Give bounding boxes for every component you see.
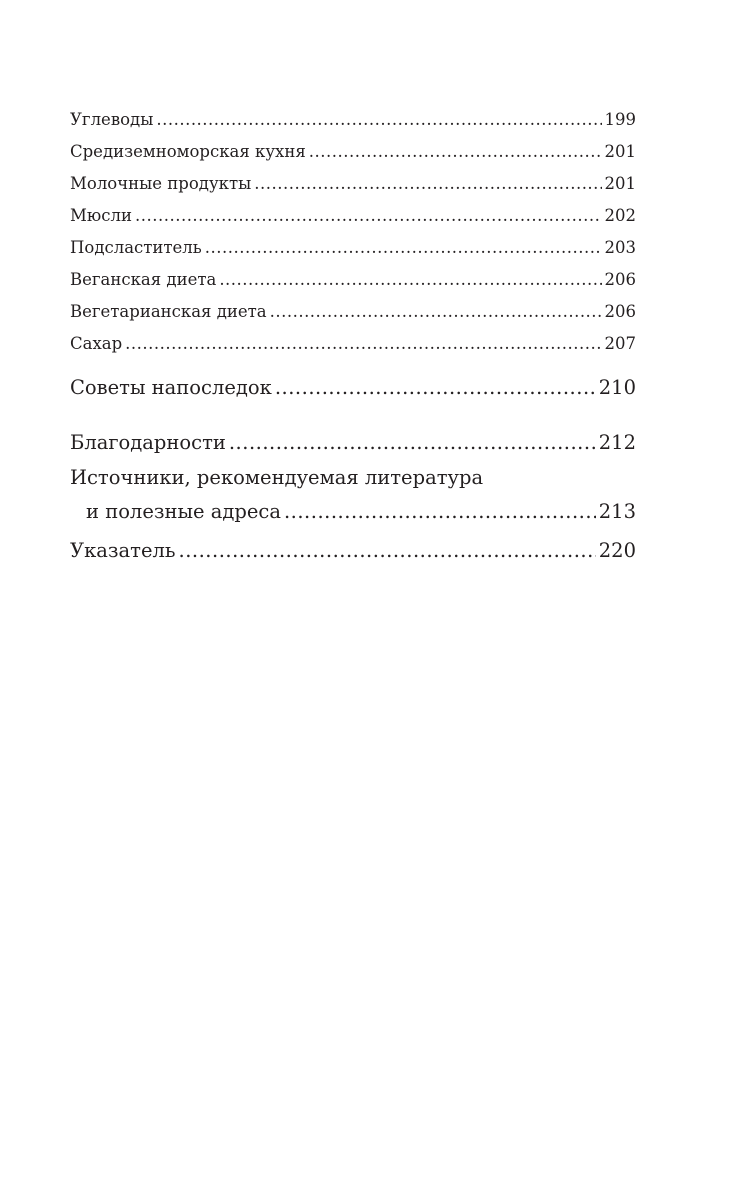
dot-leader	[309, 136, 602, 168]
toc-page-number: 201	[604, 142, 636, 161]
toc-section-label: Источники, рекомендуемая литература	[70, 466, 484, 489]
toc-entry-mediterranean[interactable]	[70, 136, 636, 168]
toc-entry-label: Молочные продукты	[70, 174, 252, 193]
toc-page-number: 210	[598, 376, 636, 399]
toc-entry-label: Веганская диета	[70, 270, 217, 289]
toc-entry-sweetener[interactable]	[70, 232, 636, 264]
toc-entry-vegan-diet[interactable]	[70, 264, 636, 296]
dot-leader	[205, 232, 602, 264]
spacer	[70, 406, 636, 425]
dot-leader	[179, 533, 596, 569]
toc-entry-dairy[interactable]	[70, 168, 636, 200]
dot-leader	[135, 200, 602, 232]
toc-page-number: 203	[604, 238, 636, 257]
toc-section-label: Благодарности	[70, 431, 226, 454]
toc-page-number: 202	[604, 206, 636, 225]
dot-leader	[284, 495, 596, 529]
toc-page-number: 206	[604, 270, 636, 289]
table-of-contents	[70, 104, 636, 569]
toc-entry-label: Мюсли	[70, 206, 132, 225]
toc-entry-vegetarian-diet[interactable]	[70, 296, 636, 328]
toc-section-label: Советы напоследок	[70, 376, 272, 399]
toc-entry-label: Вегетарианская диета	[70, 302, 267, 321]
dot-leader	[254, 168, 601, 200]
toc-entry-label: Углеводы	[70, 110, 154, 129]
toc-section-acknowledgements[interactable]	[70, 425, 636, 461]
dot-leader	[270, 296, 602, 328]
dot-leader	[125, 328, 601, 360]
toc-entry-label: Сахар	[70, 334, 123, 353]
toc-page-number: 206	[604, 302, 636, 321]
toc-section-label: Указатель	[70, 539, 176, 562]
toc-page-number: 212	[598, 431, 636, 454]
dot-leader	[275, 370, 596, 406]
dot-leader	[229, 425, 596, 461]
dot-leader	[156, 104, 601, 136]
toc-page-number: 199	[604, 110, 636, 129]
toc-entry-muesli[interactable]	[70, 200, 636, 232]
toc-entry-label: Средиземноморская кухня	[70, 142, 306, 161]
toc-section-sources-line1[interactable]	[70, 461, 636, 495]
dot-leader	[219, 264, 601, 296]
toc-section-final-tips[interactable]	[70, 370, 636, 406]
toc-entry-sugar[interactable]	[70, 328, 636, 360]
toc-page-number: 213	[598, 500, 636, 523]
toc-section-label-continued: и полезные адреса	[86, 500, 281, 523]
spacer	[70, 360, 636, 370]
toc-section-sources-line2[interactable]	[70, 495, 636, 529]
toc-entry-label: Подсластитель	[70, 238, 202, 257]
toc-page-number: 201	[604, 174, 636, 193]
toc-section-index[interactable]	[70, 533, 636, 569]
toc-page-number: 220	[598, 539, 636, 562]
toc-entry-carbohydrates[interactable]	[70, 104, 636, 136]
toc-page-number: 207	[604, 334, 636, 353]
